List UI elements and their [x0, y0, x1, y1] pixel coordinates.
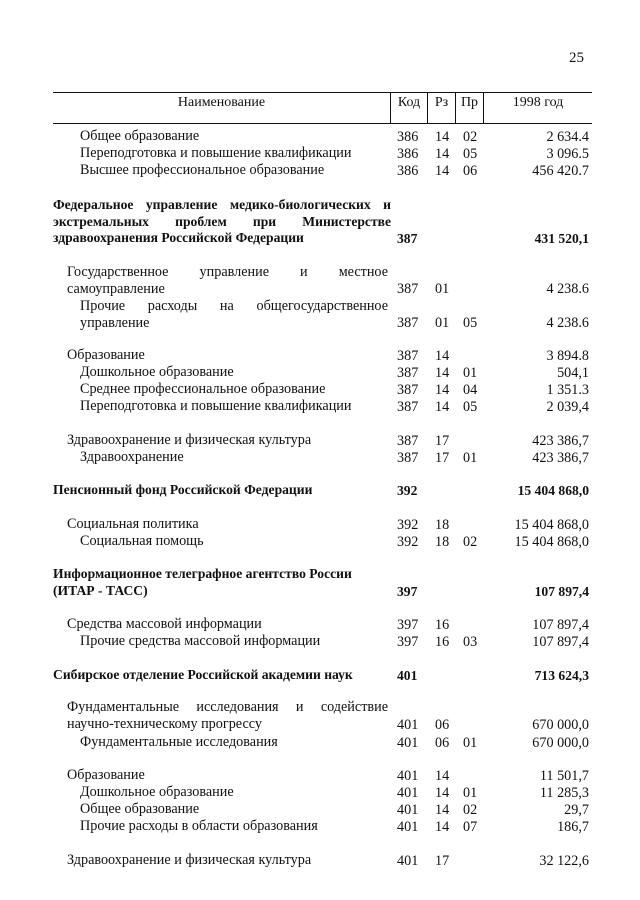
row-rz: 14 [435, 162, 450, 179]
table-row [53, 197, 592, 247]
row-rz: 14 [435, 128, 450, 145]
row-pr: 05 [463, 314, 478, 331]
table-row [53, 298, 592, 331]
row-kod: 387 [397, 449, 419, 466]
table-row [53, 784, 592, 801]
row-kod: 387 [397, 364, 419, 381]
row-rz: 01 [435, 314, 450, 331]
row-value: 423 386,7 [532, 432, 589, 449]
row-kod: 387 [397, 280, 419, 297]
row-name: Прочие расходы на общегосударственное управление [80, 298, 388, 331]
row-rz: 17 [435, 432, 450, 449]
row-value: 107 897,4 [532, 616, 589, 633]
table-row [53, 264, 592, 297]
row-value: 29,7 [564, 801, 589, 818]
row-name: Дошкольное образование [80, 364, 234, 380]
row-rz: 14 [435, 784, 450, 801]
row-name: Федеральное управление медико-биологических и экстремальных проблем при Министерстве здравоохранения Российской Федерации [53, 197, 391, 245]
row-pr: 01 [463, 449, 478, 466]
page-number: 25 [569, 50, 584, 66]
row-rz: 17 [435, 852, 450, 869]
row-pr: 01 [463, 734, 478, 751]
row-kod: 392 [397, 516, 419, 533]
row-name: Общее образование [80, 128, 200, 144]
row-kod: 401 [397, 818, 419, 835]
row-name: Пенсионный фонд Российской Федерации [53, 482, 313, 497]
table-row [53, 616, 592, 633]
row-name: Фундаментальные исследования [80, 734, 278, 750]
row-value: 670 000,0 [532, 734, 589, 751]
row-kod: 397 [397, 633, 419, 650]
table-row [53, 364, 592, 381]
row-value: 15 404 868,0 [514, 516, 589, 533]
header-year: 1998 год [483, 93, 592, 123]
row-name: Фундаментальные исследования и содействие научно-техническому прогрессу [67, 699, 388, 732]
table-row [53, 381, 592, 398]
table-row [53, 667, 592, 684]
table-row [53, 699, 592, 733]
table-row [53, 533, 592, 550]
row-name: Средства массовой информации [67, 616, 262, 632]
row-value: 2 039,4 [546, 398, 589, 415]
row-rz: 14 [435, 767, 450, 784]
row-pr: 06 [463, 162, 478, 179]
table-row [53, 449, 592, 466]
row-rz: 06 [435, 716, 450, 733]
row-pr: 01 [463, 784, 478, 801]
row-pr: 05 [463, 398, 478, 415]
row-pr: 07 [463, 818, 478, 835]
row-rz: 16 [435, 616, 450, 633]
header-name: Наименование [177, 95, 266, 110]
row-kod: 387 [397, 314, 419, 331]
row-rz: 01 [435, 280, 450, 297]
row-name: Сибирское отделение Российской академии наук [53, 667, 353, 682]
header-rz: Рз [427, 93, 455, 123]
row-kod: 387 [397, 347, 419, 364]
header-kod: Код [390, 93, 427, 123]
row-name: Образование [67, 347, 145, 363]
table-row [53, 432, 592, 449]
row-value: 15 404 868,0 [514, 533, 589, 550]
row-kod: 401 [397, 784, 419, 801]
row-name: Среднее профессиональное образование [80, 381, 326, 397]
row-rz: 14 [435, 347, 450, 364]
table-row [53, 162, 592, 179]
row-name: Дошкольное образование [80, 784, 234, 800]
row-value: 4 238.6 [546, 280, 589, 297]
budget-table [53, 92, 592, 869]
row-pr: 03 [463, 633, 478, 650]
row-kod: 387 [397, 230, 418, 246]
row-rz: 14 [435, 398, 450, 415]
row-value: 456 420.7 [532, 162, 589, 179]
row-pr: 01 [463, 364, 478, 381]
table-row [53, 852, 592, 869]
row-kod: 392 [397, 482, 418, 498]
row-kod: 401 [397, 801, 419, 818]
row-kod: 397 [397, 616, 419, 633]
row-rz: 18 [435, 533, 450, 550]
table-row [53, 566, 592, 600]
row-pr: 02 [463, 801, 478, 818]
table-row [53, 128, 592, 145]
row-kod: 392 [397, 533, 419, 550]
row-value: 423 386,7 [532, 449, 589, 466]
row-value: 431 520,1 [534, 230, 589, 246]
table-row [53, 734, 592, 751]
table-header [53, 92, 592, 124]
row-value: 3 894.8 [546, 347, 589, 364]
row-kod: 386 [397, 162, 419, 179]
row-value: 11 285,3 [539, 784, 589, 801]
row-value: 3 096.5 [546, 145, 589, 162]
row-name: Информационное телеграфное агентство России (ИТАР - ТАСС) [53, 566, 352, 598]
table-row [53, 145, 592, 162]
row-rz: 14 [435, 145, 450, 162]
table-row [53, 818, 592, 835]
row-kod: 401 [397, 767, 419, 784]
row-kod: 401 [397, 852, 419, 869]
row-rz: 14 [435, 801, 450, 818]
row-name: Переподготовка и повышение квалификации [80, 398, 352, 414]
row-rz: 18 [435, 516, 450, 533]
table-row [53, 398, 592, 415]
row-value: 4 238.6 [546, 314, 589, 331]
row-name: Высшее профессиональное образование [80, 162, 325, 178]
table-row [53, 633, 592, 650]
row-name: Здравоохранение и физическая культура [67, 432, 312, 448]
row-name: Государственное управление и местное самоуправление [67, 264, 388, 297]
row-kod: 387 [397, 432, 419, 449]
row-rz: 14 [435, 381, 450, 398]
table-row [53, 347, 592, 364]
row-value: 713 624,3 [534, 667, 589, 683]
row-kod: 387 [397, 398, 419, 415]
row-name: Переподготовка и повышение квалификации [80, 145, 352, 161]
row-kod: 401 [397, 667, 418, 683]
row-pr: 02 [463, 128, 478, 145]
row-name: Прочие расходы в области образования [80, 818, 318, 834]
row-rz: 17 [435, 449, 450, 466]
row-kod: 397 [397, 583, 418, 599]
row-value: 1 351.3 [546, 381, 589, 398]
table-row [53, 482, 592, 499]
row-value: 670 000,0 [532, 716, 589, 733]
row-name: Прочие средства массовой информации [80, 633, 321, 649]
row-value: 2 634.4 [546, 128, 589, 145]
row-kod: 387 [397, 381, 419, 398]
row-value: 186,7 [557, 818, 589, 835]
row-name: Социальная помощь [80, 533, 204, 549]
row-kod: 386 [397, 145, 419, 162]
row-kod: 401 [397, 716, 419, 733]
row-pr: 02 [463, 533, 478, 550]
row-value: 107 897,4 [532, 633, 589, 650]
row-rz: 16 [435, 633, 450, 650]
row-value: 504,1 [557, 364, 589, 381]
row-value: 32 122,6 [539, 852, 589, 869]
row-value: 107 897,4 [534, 583, 589, 599]
row-pr: 05 [463, 145, 478, 162]
row-name: Образование [67, 767, 145, 783]
row-value: 11 501,7 [539, 767, 589, 784]
row-kod: 401 [397, 734, 419, 751]
table-row [53, 801, 592, 818]
row-rz: 06 [435, 734, 450, 751]
table-row [53, 767, 592, 784]
row-rz: 14 [435, 364, 450, 381]
row-rz: 14 [435, 818, 450, 835]
row-name: Общее образование [80, 801, 200, 817]
header-pr: Пр [455, 93, 483, 123]
row-name: Здравоохранение и физическая культура [67, 852, 312, 868]
row-name: Социальная политика [67, 516, 199, 532]
table-row [53, 516, 592, 533]
row-pr: 04 [463, 381, 478, 398]
row-kod: 386 [397, 128, 419, 145]
row-name: Здравоохранение [80, 449, 184, 465]
row-value: 15 404 868,0 [517, 482, 589, 498]
